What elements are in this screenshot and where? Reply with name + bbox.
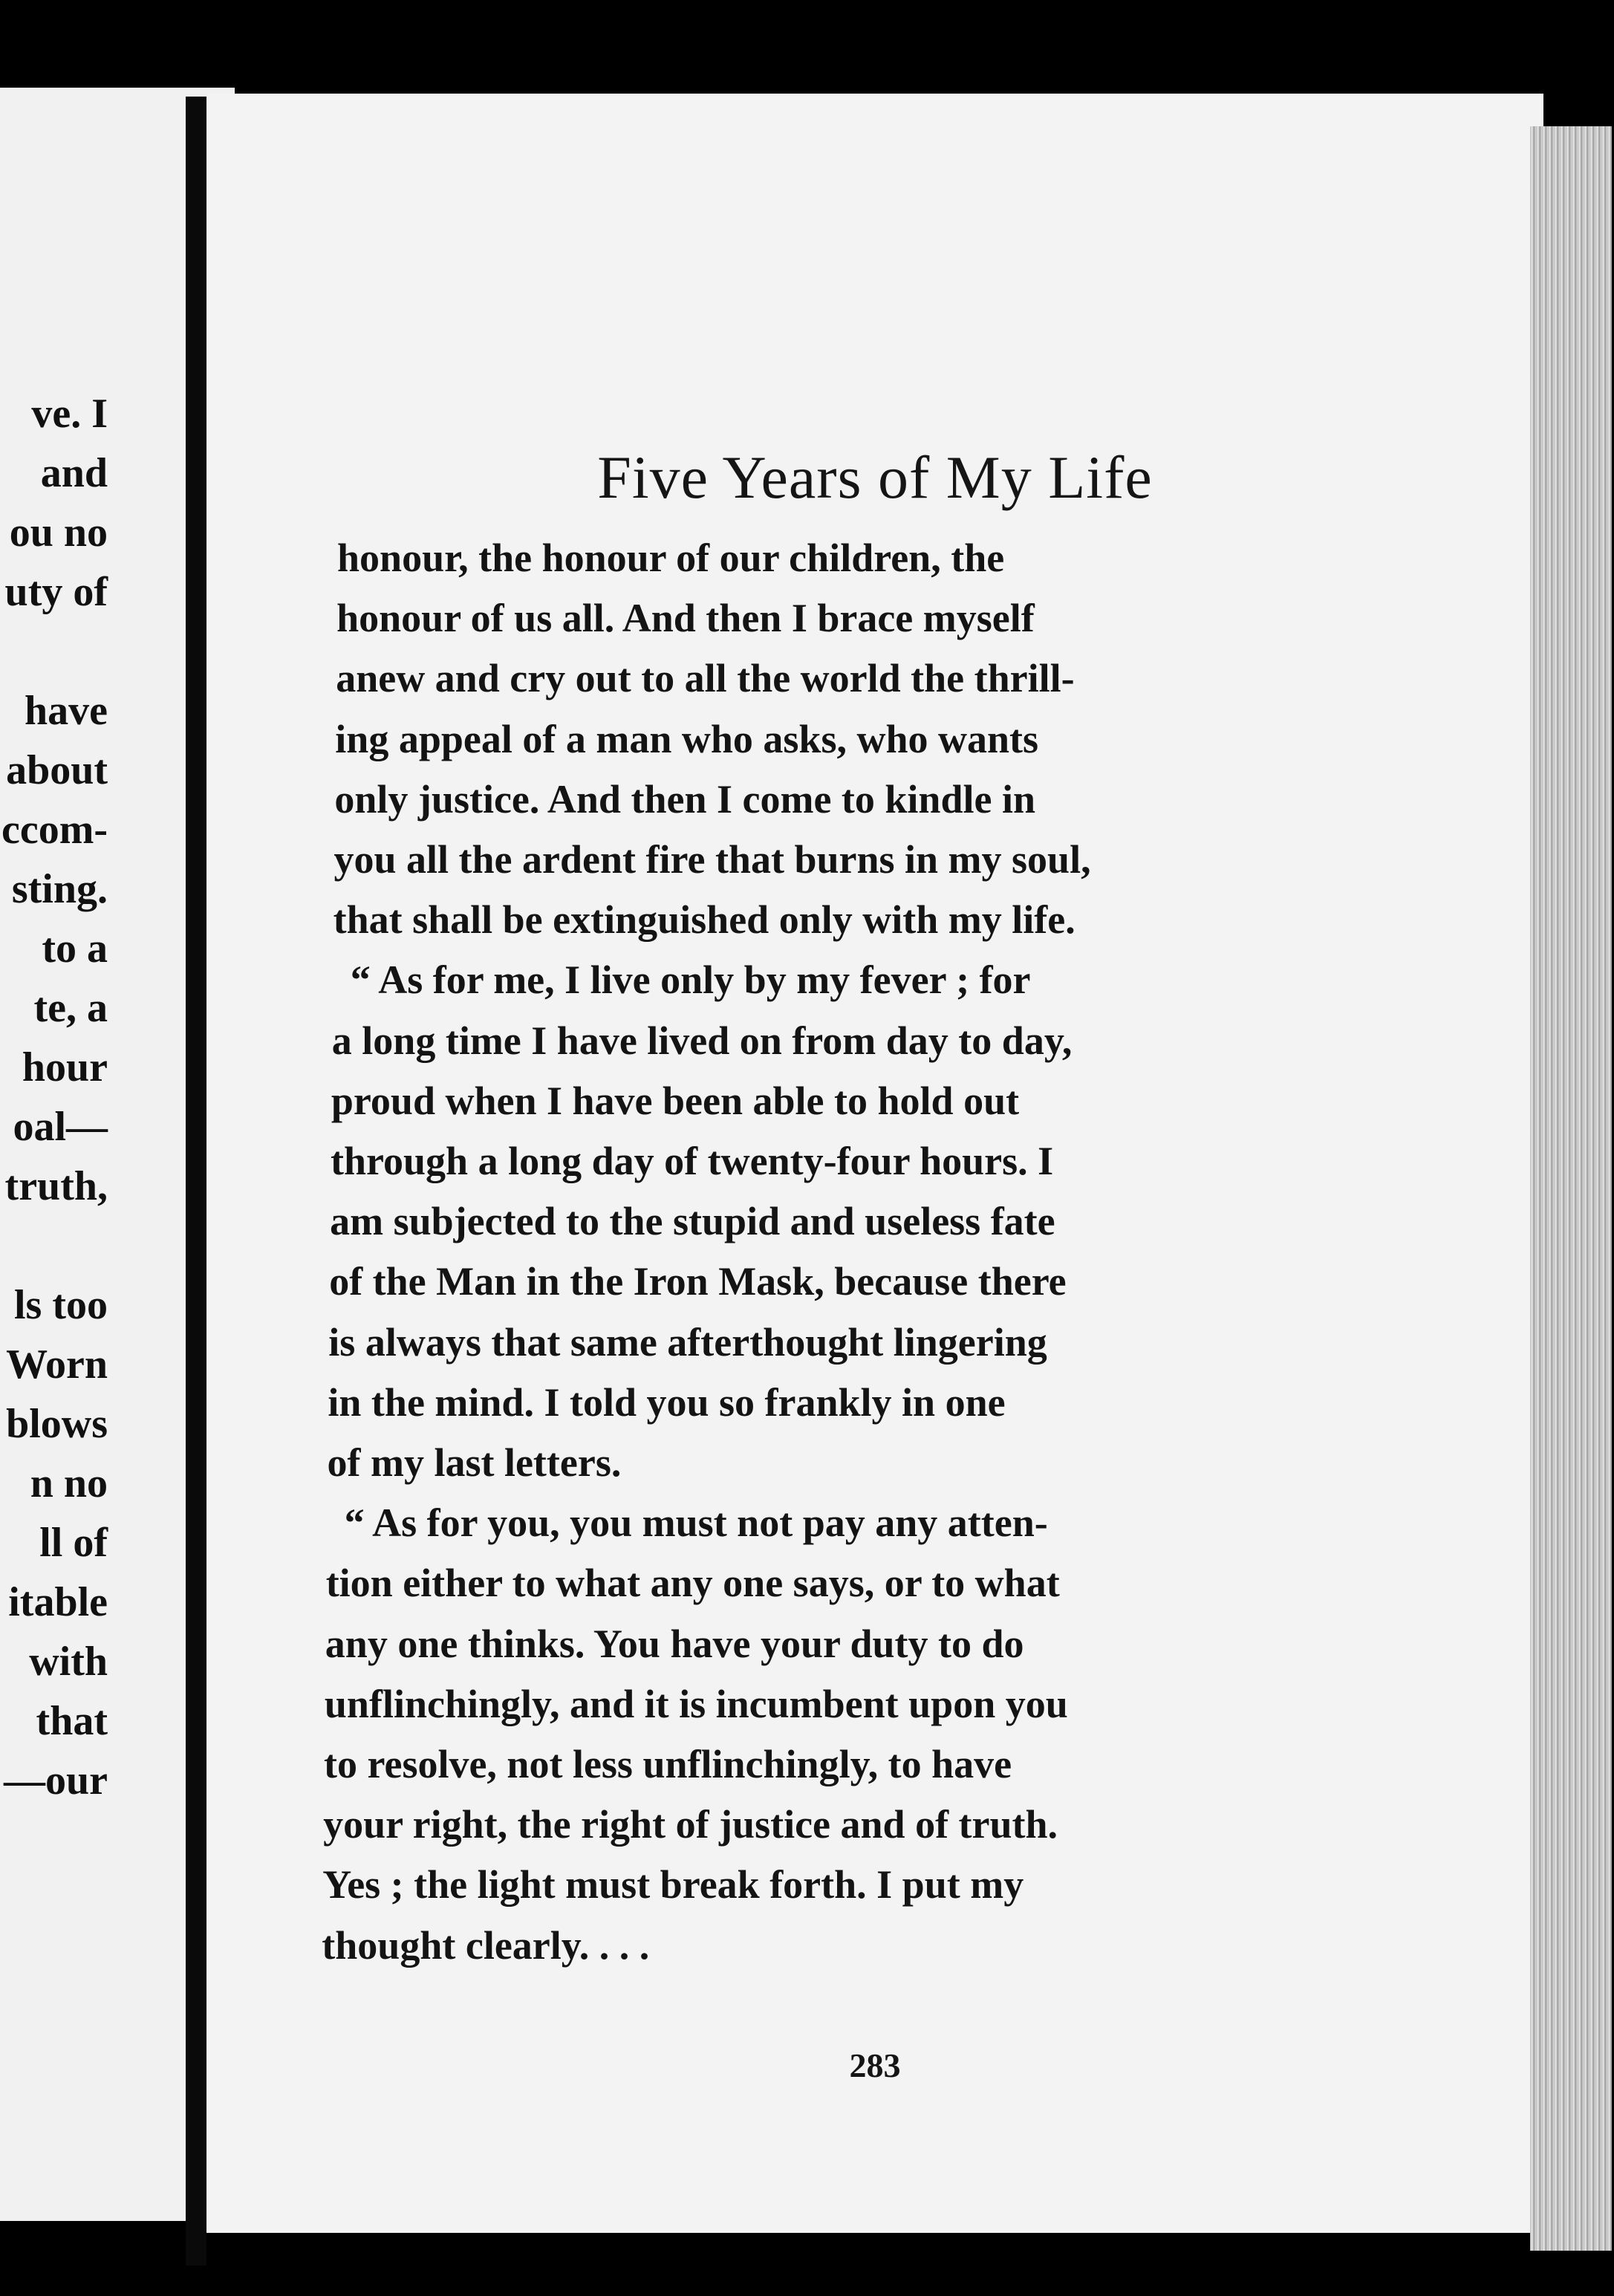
left-page-line: sting.	[11, 866, 108, 912]
left-page-line: to a	[42, 926, 108, 972]
left-page-line: ve. I	[31, 391, 108, 437]
body-line: of my last letters.	[327, 1440, 622, 1485]
running-head: Five Years of My Life	[597, 443, 1153, 511]
left-page-line: te, a	[33, 985, 108, 1031]
body-line: only justice. And then I come to kindle in	[334, 776, 1035, 822]
body-line: honour, the honour of our children, the	[337, 536, 1005, 580]
left-page-line: itable	[8, 1579, 108, 1625]
body-line: Yes ; the light must break forth. I put my	[322, 1862, 1024, 1908]
body-line: in the mind. I told you so frankly in one	[328, 1379, 1006, 1425]
body-line: “ As for me, I live only by my fever ; for	[350, 957, 1031, 1003]
book-gutter	[186, 97, 206, 2266]
left-page-line: ll of	[39, 1520, 108, 1566]
left-page-line: ls too	[14, 1282, 108, 1328]
left-page-line: truth,	[4, 1163, 108, 1209]
left-page-line: Worn	[6, 1341, 108, 1388]
left-page-line: uty of	[4, 569, 108, 615]
body-line: unflinchingly, and it is incumbent upon you	[324, 1681, 1068, 1726]
left-page-line: blows	[6, 1401, 108, 1447]
right-page	[206, 94, 1543, 2233]
left-page-line: about	[6, 747, 108, 793]
body-line: is always that same afterthought lingering	[328, 1319, 1047, 1365]
body-line: of the Man in the Iron Mask, because there	[329, 1259, 1067, 1304]
body-line: anew and cry out to all the world the thrill-	[336, 656, 1075, 701]
left-page-line: with	[29, 1639, 108, 1685]
body-line: honour of us all. And then I brace myself	[336, 596, 1035, 641]
left-page-line: that	[36, 1698, 108, 1744]
left-page-line: —our	[4, 1757, 108, 1804]
body-line: through a long day of twenty-four hours. I	[331, 1139, 1054, 1183]
left-page-line: ccom-	[1, 807, 108, 853]
body-line: “ As for you, you must not pay any atten-	[344, 1500, 1048, 1546]
left-page-line: ou no	[9, 510, 108, 556]
body-line: that shall be extinguished only with my life.	[333, 897, 1076, 943]
body-line: any one thinks. You have your duty to do	[325, 1621, 1024, 1666]
body-line: you all the ardent fire that burns in my soul,	[333, 837, 1091, 882]
left-page-line: and	[40, 450, 108, 496]
body-line: your right, the right of justice and of truth.	[323, 1802, 1058, 1847]
body-line: am subjected to the stupid and useless fate	[330, 1199, 1055, 1244]
left-page-line: have	[25, 688, 108, 734]
body-line: thought clearly. . . .	[322, 1922, 650, 1968]
left-page-line: hour	[22, 1044, 108, 1090]
left-page-line: oal—	[13, 1104, 108, 1150]
body-line: proud when I have been able to hold out	[331, 1078, 1020, 1123]
body-line: to resolve, not less unflinchingly, to have	[324, 1742, 1012, 1786]
left-page-line: n no	[30, 1460, 108, 1506]
page-number: 283	[849, 2046, 901, 2084]
page-edges	[1530, 126, 1612, 2251]
body-line: tion either to what any one says, or to what	[325, 1561, 1060, 1606]
left-page-text-fragments	[0, 88, 108, 2221]
body-line: ing appeal of a man who asks, who wants	[335, 716, 1039, 761]
body-line: a long time I have lived on from day to day,	[331, 1018, 1073, 1063]
